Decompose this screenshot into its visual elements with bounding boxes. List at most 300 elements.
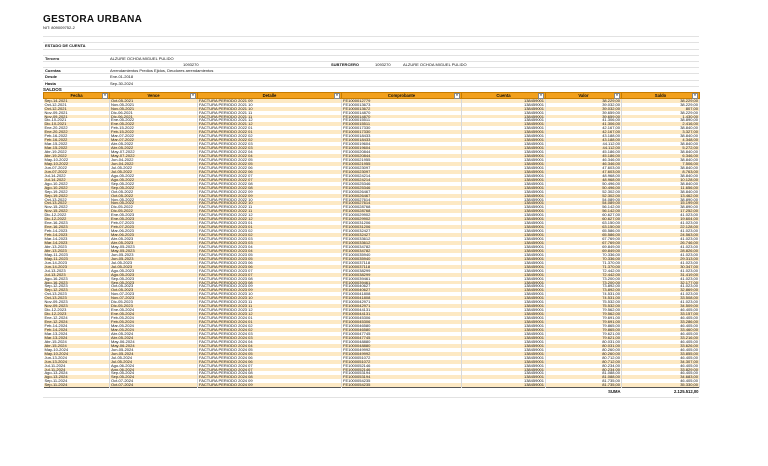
cell-saldo[interactable]: 41.023,00	[622, 284, 700, 288]
cell-detalle[interactable]: FACTURA PERIODO 2023 09	[198, 288, 342, 292]
cell-cuenta[interactable]: 138459001	[462, 205, 546, 209]
cell-detalle[interactable]: FACTURA PERIODO 2022 10	[198, 198, 342, 202]
cell-fecha[interactable]: Abr-15-2024	[44, 344, 110, 348]
cell-saldo[interactable]: 38.840,00	[622, 182, 700, 186]
filter-dropdown-icon[interactable]: ▾	[190, 93, 196, 99]
cell-saldo[interactable]: 11.656,00	[622, 186, 700, 190]
cell-fecha[interactable]: Oct-12-2021	[44, 103, 110, 107]
cell-comprobante[interactable]: FE1000012779	[342, 98, 462, 102]
cell-saldo[interactable]: 3.327,00	[622, 130, 700, 134]
cell-saldo[interactable]: 17.252,00	[622, 209, 700, 213]
cell-cuenta[interactable]: 138459001	[462, 134, 546, 138]
filter-dropdown-icon[interactable]: ▾	[334, 93, 340, 99]
cell-comprobante[interactable]: FE1000039461	[342, 281, 462, 285]
cell-detalle[interactable]: FACTURA PERIODO 2024 03	[198, 336, 342, 340]
cell-vence[interactable]: May-05-2023	[110, 245, 198, 249]
cell-vence[interactable]: Dic-05-2023	[110, 304, 198, 308]
cell-vence[interactable]: May-05-2023	[110, 249, 198, 253]
cell-detalle[interactable]: FACTURA PERIODO 2023 07	[198, 269, 342, 273]
cell-valor[interactable]: 70.336,00	[546, 257, 622, 261]
cell-fecha[interactable]: Sep-11-2024	[44, 383, 110, 387]
cell-saldo[interactable]: 41.023,00	[622, 221, 700, 225]
cell-detalle[interactable]: FACTURA PERIODO 2022 09	[198, 190, 342, 194]
cell-valor[interactable]: 52.302,00	[546, 190, 622, 194]
cell-comprobante[interactable]: FE1000017330	[342, 126, 462, 130]
cell-valor[interactable]: 39.032,00	[546, 103, 622, 107]
cell-saldo[interactable]: 6.346,00	[622, 154, 700, 158]
cell-fecha[interactable]: Ago-10-2022	[44, 186, 110, 190]
cell-cuenta[interactable]: 138459001	[462, 229, 546, 233]
cell-valor[interactable]: 80.260,00	[546, 352, 622, 356]
cell-fecha[interactable]: Mar-14-2023	[44, 237, 110, 241]
cell-detalle[interactable]: FACTURA PERIODO 2023 01	[198, 225, 342, 229]
cell-fecha[interactable]: Ene-20-2022	[44, 126, 110, 130]
cell-fecha[interactable]: Abr-19-2022	[44, 154, 110, 158]
cell-detalle[interactable]: FACTURA PERIODO 2022 05	[198, 162, 342, 166]
cell-comprobante[interactable]: FE1000040627	[342, 284, 462, 288]
cell-vence[interactable]: Dic-06-2021	[110, 111, 198, 115]
cell-detalle[interactable]: FACTURA PERIODO 2022 04	[198, 150, 342, 154]
cell-valor[interactable]: 81.088,00	[546, 371, 622, 375]
cell-comprobante[interactable]: FE1000025346	[342, 182, 462, 186]
cell-valor[interactable]: 47.603,00	[546, 166, 622, 170]
cell-vence[interactable]: Oct-05-2021	[110, 98, 198, 102]
cell-valor[interactable]: 80.260,00	[546, 348, 622, 352]
cell-detalle[interactable]: FACTURA PERIODO 2022 08	[198, 186, 342, 190]
cell-detalle[interactable]: FACTURA PERIODO 2023 10	[198, 296, 342, 300]
cell-cuenta[interactable]: 138459001	[462, 375, 546, 379]
cell-comprobante[interactable]: FE1000029902	[342, 213, 462, 217]
cell-fecha[interactable]: Dic-12-2022	[44, 217, 110, 221]
cell-comprobante[interactable]: FE1000015511	[342, 118, 462, 122]
cell-saldo[interactable]: 2.416,00	[622, 122, 700, 126]
cell-detalle[interactable]: FACTURA PERIODO 2023 07	[198, 273, 342, 277]
cell-valor[interactable]: 79.562,00	[546, 308, 622, 312]
cell-saldo[interactable]: 41.023,00	[622, 253, 700, 257]
cell-valor[interactable]: 74.531,00	[546, 292, 622, 296]
cell-fecha[interactable]: Mar-15-2022	[44, 146, 110, 150]
cell-valor[interactable]: 60.627,00	[546, 213, 622, 217]
cell-comprobante[interactable]: FE1000028768	[342, 209, 462, 213]
cell-fecha[interactable]: Ene-16-2023	[44, 225, 110, 229]
cell-cuenta[interactable]: 138459001	[462, 352, 546, 356]
cell-saldo[interactable]: 38.229,00	[622, 111, 700, 115]
cell-fecha[interactable]: Oct-13-2023	[44, 292, 110, 296]
cell-comprobante[interactable]: FE1000044131	[342, 308, 462, 312]
cell-detalle[interactable]: FACTURA PERIODO 2022 01	[198, 126, 342, 130]
cell-comprobante[interactable]: FE1000049992	[342, 348, 462, 352]
cell-detalle[interactable]: FACTURA PERIODO 2024 08	[198, 371, 342, 375]
cell-vence[interactable]: Ene-05-2022	[110, 122, 198, 126]
cell-cuenta[interactable]: 138459001	[462, 379, 546, 383]
cell-valor[interactable]: 69.849,00	[546, 249, 622, 253]
cell-detalle[interactable]: FACTURA PERIODO 2022 11	[198, 205, 342, 209]
cell-valor[interactable]: 63.150,00	[546, 225, 622, 229]
cell-cuenta[interactable]: 138459001	[462, 328, 546, 332]
cell-vence[interactable]: Ene-05-2023	[110, 217, 198, 221]
cell-cuenta[interactable]: 138459001	[462, 344, 546, 348]
cell-valor[interactable]: 73.892,00	[546, 288, 622, 292]
cell-saldo[interactable]: 46.405,00	[622, 316, 700, 320]
cell-saldo[interactable]: 5.272,00	[622, 146, 700, 150]
cell-valor[interactable]: 80.712,00	[546, 356, 622, 360]
cell-valor[interactable]: 46.346,00	[546, 162, 622, 166]
cell-comprobante[interactable]: FE1000037118	[342, 265, 462, 269]
cell-fecha[interactable]: May-10-2022	[44, 158, 110, 162]
col-vence[interactable]: Vence ▾	[110, 92, 198, 98]
cell-fecha[interactable]: Jul-14-2022	[44, 178, 110, 182]
cell-fecha[interactable]: Sep-19-2022	[44, 190, 110, 194]
cell-fecha[interactable]: Ene-12-2024	[44, 316, 110, 320]
cell-comprobante[interactable]: FE1000019604	[342, 142, 462, 146]
cell-valor[interactable]: 63.150,00	[546, 221, 622, 225]
cell-comprobante[interactable]: FE1000024214	[342, 178, 462, 182]
cell-fecha[interactable]: Abr-19-2022	[44, 150, 110, 154]
cell-saldo[interactable]: 33.460,00	[622, 328, 700, 332]
cell-vence[interactable]: Nov-05-2022	[110, 201, 198, 205]
cell-saldo[interactable]: 41.023,00	[622, 245, 700, 249]
cell-fecha[interactable]: Ago-13-2024	[44, 375, 110, 379]
cell-valor[interactable]: 73.892,00	[546, 284, 622, 288]
cell-cuenta[interactable]: 138459001	[462, 348, 546, 352]
cell-comprobante[interactable]: FE1000023097	[342, 170, 462, 174]
cell-detalle[interactable]: FACTURA PERIODO 2023 12	[198, 312, 342, 316]
cell-cuenta[interactable]: 138459001	[462, 107, 546, 111]
cell-detalle[interactable]: FACTURA PERIODO 2024 06	[198, 360, 342, 364]
cell-valor[interactable]: 56.142,00	[546, 209, 622, 213]
cell-comprobante[interactable]: FE1000031206	[342, 221, 462, 225]
filter-dropdown-icon[interactable]: ▾	[102, 93, 108, 99]
cell-vence[interactable]: Nov-05-2021	[110, 107, 198, 111]
cell-saldo[interactable]: 38.229,00	[622, 98, 700, 102]
cell-saldo[interactable]: 32.177,00	[622, 281, 700, 285]
cell-vence[interactable]: Nov-07-2023	[110, 296, 198, 300]
cell-fecha[interactable]: Feb-14-2024	[44, 324, 110, 328]
cell-fecha[interactable]: Ago-13-2024	[44, 371, 110, 375]
cell-vence[interactable]: Jul-05-2024	[110, 356, 198, 360]
cell-valor[interactable]: 39.659,00	[546, 111, 622, 115]
cell-valor[interactable]: 73.200,00	[546, 281, 622, 285]
cell-vence[interactable]: Abr-05-2022	[110, 142, 198, 146]
cell-fecha[interactable]: Ago-16-2023	[44, 277, 110, 281]
cell-saldo[interactable]: 38.840,00	[622, 134, 700, 138]
cell-detalle[interactable]: FACTURA PERIODO 2022 02	[198, 138, 342, 142]
cell-cuenta[interactable]: 138459001	[462, 237, 546, 241]
cell-cuenta[interactable]: 138459001	[462, 182, 546, 186]
cell-saldo[interactable]: 30.347,00	[622, 265, 700, 269]
cell-detalle[interactable]: FACTURA PERIODO 2023 03	[198, 241, 342, 245]
cell-comprobante[interactable]: FE1000014870	[342, 115, 462, 119]
cell-vence[interactable]: Mar-06-2023	[110, 229, 198, 233]
cell-cuenta[interactable]: 138459001	[462, 154, 546, 158]
cell-comprobante[interactable]: FE1000053194	[342, 371, 462, 375]
cell-comprobante[interactable]: FE1000044131	[342, 312, 462, 316]
cell-cuenta[interactable]: 138459001	[462, 296, 546, 300]
cell-detalle[interactable]: FACTURA PERIODO 2024 04	[198, 340, 342, 344]
cell-valor[interactable]: 81.088,00	[546, 375, 622, 379]
cell-valor[interactable]: 67.769,00	[546, 241, 622, 245]
cell-valor[interactable]: 79.691,00	[546, 316, 622, 320]
cell-cuenta[interactable]: 138459001	[462, 138, 546, 142]
cell-detalle[interactable]: FACTURA PERIODO 2023 10	[198, 292, 342, 296]
cell-cuenta[interactable]: 138459001	[462, 368, 546, 372]
cell-cuenta[interactable]: 138459001	[462, 241, 546, 245]
cell-detalle[interactable]: FACTURA PERIODO 2023 12	[198, 308, 342, 312]
cell-cuenta[interactable]: 138459001	[462, 261, 546, 265]
cell-cuenta[interactable]: 138459001	[462, 233, 546, 237]
cell-detalle[interactable]: FACTURA PERIODO 2022 03	[198, 146, 342, 150]
cell-valor[interactable]: 39.659,00	[546, 115, 622, 119]
cell-cuenta[interactable]: 138459001	[462, 201, 546, 205]
cell-saldo[interactable]: 8.763,00	[622, 170, 700, 174]
cell-comprobante[interactable]: FE1000046580	[342, 324, 462, 328]
cell-saldo[interactable]: 33.286,00	[622, 320, 700, 324]
cell-saldo[interactable]: 38.890,00	[622, 198, 700, 202]
cell-saldo[interactable]: 46.405,00	[622, 308, 700, 312]
cell-comprobante[interactable]: FE1000046580	[342, 328, 462, 332]
cell-saldo[interactable]: 24.563,00	[622, 233, 700, 237]
cell-vence[interactable]: Nov-05-2022	[110, 198, 198, 202]
cell-cuenta[interactable]: 138459001	[462, 122, 546, 126]
cell-fecha[interactable]: Jun-14-2023	[44, 261, 110, 265]
cell-detalle[interactable]: FACTURA PERIODO 2024 02	[198, 328, 342, 332]
cell-cuenta[interactable]: 138459001	[462, 281, 546, 285]
cell-saldo[interactable]: 33.829,00	[622, 368, 700, 372]
cell-vence[interactable]: Dic-05-2023	[110, 300, 198, 304]
cell-cuenta[interactable]: 138459001	[462, 158, 546, 162]
cell-fecha[interactable]: Mar-13-2024	[44, 332, 110, 336]
cell-saldo[interactable]: 33.855,00	[622, 352, 700, 356]
cell-fecha[interactable]: Abr-13-2023	[44, 249, 110, 253]
cell-fecha[interactable]: Feb-14-2023	[44, 233, 110, 237]
cell-fecha[interactable]: May-11-2023	[44, 257, 110, 261]
cell-comprobante[interactable]: FE1000027614	[342, 201, 462, 205]
cell-detalle[interactable]: FACTURA PERIODO 2022 01	[198, 130, 342, 134]
cell-valor[interactable]: 80.031,00	[546, 340, 622, 344]
cell-saldo[interactable]: 38.840,00	[622, 158, 700, 162]
cell-cuenta[interactable]: 138459001	[462, 111, 546, 115]
cell-saldo[interactable]: 38.229,00	[622, 103, 700, 107]
cell-fecha[interactable]: Feb-16-2022	[44, 138, 110, 142]
cell-saldo[interactable]: 19.604,00	[622, 217, 700, 221]
cell-valor[interactable]: 45.186,00	[546, 154, 622, 158]
cell-vence[interactable]: Ene-05-2022	[110, 118, 198, 122]
cell-valor[interactable]: 39.032,00	[546, 107, 622, 111]
cell-fecha[interactable]: Ago-10-2022	[44, 182, 110, 186]
cell-cuenta[interactable]: 138459001	[462, 304, 546, 308]
cell-fecha[interactable]: Mar-13-2024	[44, 336, 110, 340]
cell-valor[interactable]: 42.167,00	[546, 130, 622, 134]
cell-detalle[interactable]: FACTURA PERIODO 2022 07	[198, 178, 342, 182]
cell-comprobante[interactable]: FE1000048880	[342, 344, 462, 348]
cell-fecha[interactable]: Sep-12-2023	[44, 288, 110, 292]
cell-saldo[interactable]: 38.840,00	[622, 166, 700, 170]
cell-valor[interactable]: 43.188,00	[546, 134, 622, 138]
cell-vence[interactable]: Jul-05-2024	[110, 360, 198, 364]
cell-vence[interactable]: Ago-05-2022	[110, 178, 198, 182]
cell-detalle[interactable]: FACTURA PERIODO 2022 07	[198, 174, 342, 178]
cell-detalle[interactable]: FACTURA PERIODO 2023 04	[198, 245, 342, 249]
cell-vence[interactable]: Jun-05-2023	[110, 257, 198, 261]
cell-valor[interactable]: 52.302,00	[546, 194, 622, 198]
cell-vence[interactable]: Ago-06-2024	[110, 368, 198, 372]
cell-valor[interactable]: 41.306,00	[546, 118, 622, 122]
cell-detalle[interactable]: FACTURA PERIODO 2023 06	[198, 265, 342, 269]
cell-comprobante[interactable]: FE1000025346	[342, 186, 462, 190]
cell-valor[interactable]: 75.532,00	[546, 300, 622, 304]
cell-saldo[interactable]: 41.023,00	[622, 237, 700, 241]
cell-saldo[interactable]: 32.869,00	[622, 288, 700, 292]
cell-vence[interactable]: May-06-2024	[110, 344, 198, 348]
cell-valor[interactable]: 81.735,00	[546, 383, 622, 387]
cell-cuenta[interactable]: 138459001	[462, 213, 546, 217]
cell-valor[interactable]: 79.691,00	[546, 320, 622, 324]
cell-fecha[interactable]: Oct-13-2023	[44, 296, 110, 300]
cell-fecha[interactable]: Jul-11-2024	[44, 364, 110, 368]
cell-cuenta[interactable]: 138459001	[462, 98, 546, 102]
cell-saldo[interactable]: 46.405,00	[622, 371, 700, 375]
cell-detalle[interactable]: FACTURA PERIODO 2022 04	[198, 154, 342, 158]
cell-detalle[interactable]: FACTURA PERIODO 2021 11	[198, 115, 342, 119]
cell-cuenta[interactable]: 138459001	[462, 336, 546, 340]
cell-vence[interactable]: Feb-05-2024	[110, 320, 198, 324]
cell-comprobante[interactable]: FE1000035940	[342, 257, 462, 261]
cell-vence[interactable]: Feb-07-2023	[110, 225, 198, 229]
col-comprobante[interactable]: Comprobante ▾	[342, 92, 462, 98]
cell-detalle[interactable]: FACTURA PERIODO 2021 11	[198, 111, 342, 115]
cell-valor[interactable]: 80.031,00	[546, 344, 622, 348]
cell-cuenta[interactable]: 138459001	[462, 166, 546, 170]
filter-dropdown-icon[interactable]: ▾	[692, 93, 698, 99]
cell-comprobante[interactable]: FE1000042971	[342, 304, 462, 308]
cell-cuenta[interactable]: 138459001	[462, 190, 546, 194]
cell-cuenta[interactable]: 138459001	[462, 360, 546, 364]
cell-comprobante[interactable]: FE1000052146	[342, 368, 462, 372]
cell-cuenta[interactable]: 138459001	[462, 103, 546, 107]
cell-comprobante[interactable]: FE1000034782	[342, 245, 462, 249]
cell-detalle[interactable]: FACTURA PERIODO 2023 04	[198, 249, 342, 253]
cell-detalle[interactable]: FACTURA PERIODO 2023 09	[198, 284, 342, 288]
cell-comprobante[interactable]: FE1000041808	[342, 296, 462, 300]
cell-detalle[interactable]: FACTURA PERIODO 2021 09	[198, 98, 342, 102]
cell-detalle[interactable]: FACTURA PERIODO 2023 11	[198, 304, 342, 308]
cell-cuenta[interactable]: 138459001	[462, 340, 546, 344]
cell-comprobante[interactable]: FE1000053194	[342, 375, 462, 379]
cell-saldo[interactable]: 38.890,00	[622, 118, 700, 122]
cell-fecha[interactable]: Feb-14-2023	[44, 229, 110, 233]
cell-vence[interactable]: Jun-04-2022	[110, 158, 198, 162]
cell-comprobante[interactable]: FE1000035940	[342, 253, 462, 257]
cell-detalle[interactable]: FACTURA PERIODO 2022 06	[198, 170, 342, 174]
cell-vence[interactable]: Feb-05-2024	[110, 316, 198, 320]
cell-saldo[interactable]: 10.128,00	[622, 178, 700, 182]
cell-detalle[interactable]: FACTURA PERIODO 2024 07	[198, 364, 342, 368]
cell-comprobante[interactable]: FE1000024214	[342, 174, 462, 178]
cell-saldo[interactable]: 41.023,00	[622, 300, 700, 304]
cell-cuenta[interactable]: 138459001	[462, 130, 546, 134]
cell-valor[interactable]: 54.089,00	[546, 201, 622, 205]
cell-saldo[interactable]: 26.746,00	[622, 241, 700, 245]
cell-vence[interactable]: Nov-05-2021	[110, 103, 198, 107]
cell-cuenta[interactable]: 138459001	[462, 162, 546, 166]
cell-detalle[interactable]: FACTURA PERIODO 2024 07	[198, 368, 342, 372]
cell-detalle[interactable]: FACTURA PERIODO 2024 05	[198, 352, 342, 356]
cell-fecha[interactable]: Nov-09-2021	[44, 111, 110, 115]
cell-comprobante[interactable]: FE1000028768	[342, 205, 462, 209]
cell-vence[interactable]: Oct-07-2024	[110, 379, 198, 383]
cell-fecha[interactable]: Nov-09-2023	[44, 300, 110, 304]
cell-saldo[interactable]: 38.840,00	[622, 126, 700, 130]
cell-vence[interactable]: Nov-07-2023	[110, 292, 198, 296]
cell-detalle[interactable]: FACTURA PERIODO 2023 03	[198, 237, 342, 241]
cell-vence[interactable]: Jun-05-2023	[110, 253, 198, 257]
cell-cuenta[interactable]: 138459001	[462, 277, 546, 281]
cell-detalle[interactable]: FACTURA PERIODO 2023 01	[198, 221, 342, 225]
cell-cuenta[interactable]: 138459001	[462, 300, 546, 304]
cell-vence[interactable]: Sep-05-2023	[110, 281, 198, 285]
cell-fecha[interactable]: Ene-12-2024	[44, 320, 110, 324]
filter-dropdown-icon[interactable]: ▾	[454, 93, 460, 99]
cell-valor[interactable]: 74.531,00	[546, 296, 622, 300]
cell-saldo[interactable]: 34.509,00	[622, 304, 700, 308]
cell-valor[interactable]: 38.229,00	[546, 98, 622, 102]
cell-detalle[interactable]: FACTURA PERIODO 2024 05	[198, 348, 342, 352]
cell-comprobante[interactable]: FE1000021955	[342, 162, 462, 166]
cell-vence[interactable]: Dic-06-2021	[110, 115, 198, 119]
cell-saldo[interactable]: 7.506,00	[622, 162, 700, 166]
cell-vence[interactable]: Ene-05-2024	[110, 308, 198, 312]
cell-fecha[interactable]: Jun-13-2024	[44, 360, 110, 364]
cell-valor[interactable]: 79.865,00	[546, 324, 622, 328]
cell-fecha[interactable]: Abr-13-2023	[44, 245, 110, 249]
cell-fecha[interactable]: Dic-10-2021	[44, 122, 110, 126]
cell-fecha[interactable]: Ago-16-2023	[44, 281, 110, 285]
cell-detalle[interactable]: FACTURA PERIODO 2022 05	[198, 158, 342, 162]
cell-detalle[interactable]: FACTURA PERIODO 2023 06	[198, 261, 342, 265]
cell-fecha[interactable]: Jul-13-2023	[44, 269, 110, 273]
cell-vence[interactable]: Mar-05-2024	[110, 328, 198, 332]
cell-vence[interactable]: Mar-07-2022	[110, 138, 198, 142]
cell-comprobante[interactable]: FE1000045306	[342, 320, 462, 324]
cell-detalle[interactable]: FACTURA PERIODO 2024 02	[198, 324, 342, 328]
cell-valor[interactable]: 44.112,00	[546, 146, 622, 150]
cell-cuenta[interactable]: 138459001	[462, 186, 546, 190]
cell-saldo[interactable]: 1.430,00	[622, 115, 700, 119]
cell-comprobante[interactable]: FE1000049992	[342, 352, 462, 356]
cell-fecha[interactable]: Jun-07-2022	[44, 170, 110, 174]
cell-valor[interactable]: 47.603,00	[546, 170, 622, 174]
cell-valor[interactable]: 48.968,00	[546, 178, 622, 182]
cell-valor[interactable]: 41.306,00	[546, 122, 622, 126]
cell-detalle[interactable]: FACTURA PERIODO 2022 03	[198, 142, 342, 146]
cell-valor[interactable]: 72.442,00	[546, 273, 622, 277]
cell-detalle[interactable]: FACTURA PERIODO 2023 08	[198, 281, 342, 285]
cell-fecha[interactable]: Jul-13-2023	[44, 273, 110, 277]
cell-vence[interactable]: Jun-04-2022	[110, 162, 198, 166]
cell-cuenta[interactable]: 138459001	[462, 178, 546, 182]
cell-comprobante[interactable]: FE1000047745	[342, 336, 462, 340]
cell-vence[interactable]: Jul-05-2022	[110, 170, 198, 174]
cell-detalle[interactable]: FACTURA PERIODO 2022 12	[198, 213, 342, 217]
cell-saldo[interactable]: 31.419,00	[622, 273, 700, 277]
cell-cuenta[interactable]: 138459001	[462, 320, 546, 324]
cell-vence[interactable]: Abr-05-2022	[110, 146, 198, 150]
cell-vence[interactable]: Jun-05-2024	[110, 348, 198, 352]
cell-comprobante[interactable]: FE1000026467	[342, 194, 462, 198]
cell-saldo[interactable]: 41.023,00	[622, 261, 700, 265]
cell-saldo[interactable]: 46.405,00	[622, 379, 700, 383]
cell-fecha[interactable]: Jul-14-2022	[44, 174, 110, 178]
